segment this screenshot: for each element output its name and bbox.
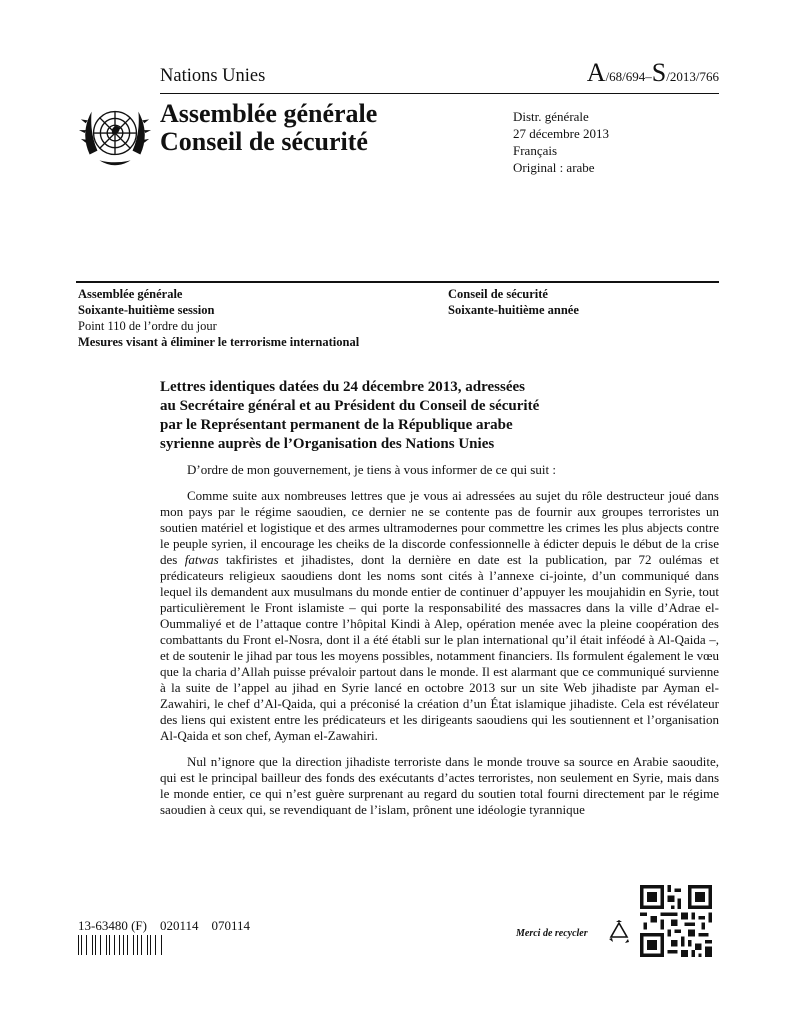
title-line-3: par le Représentant permanent de la République arabe — [160, 417, 513, 433]
organ-general-assembly: Assemblée générale — [160, 99, 378, 128]
agenda-sc-year: Soixante-huitième année — [448, 303, 579, 317]
paragraph-1: D’ordre de mon gouvernement, je tiens à vous informer de ce qui suit : — [187, 462, 556, 477]
org-name: Nations Unies — [160, 66, 266, 86]
document-symbol — [587, 58, 719, 88]
distr-language: Français — [513, 143, 558, 158]
paragraph-2-part-a: Comme suite aux nombreuses lettres que je vous ai adressées au sujet du rôle destructeur joué dans mon pays par le régime saoudien, ce dernier ne se contente pas de fournir aux groupes terroristes un soutien matériel et logistique et des armes ultramodernes pour commettre les crimes les plus abjects contre le peuple syrien, il encourage les cheiks de la discorde confessionnelle à édicter depuis le début de la crise des — [160, 488, 719, 567]
document-body — [160, 462, 719, 828]
organ-names — [160, 100, 377, 156]
agenda-general-assembly — [78, 286, 359, 350]
document-title — [160, 378, 600, 454]
recycle-icon — [606, 920, 632, 944]
agenda-rule — [76, 281, 719, 283]
paragraph-2-part-b: takfiristes et jihadistes, dont la dernière en date est la publication, par 72 oulémas et prédicateurs religieux saoudiens dont les noms sont cités à l’annexe ci-jointe, d’un communiqué dans lequel ils demandent aux musulmans du monde entier de continuer d’appuyer les moujahidin en Syrie, tout particulièrement le Front islamiste – qui porte la responsabilité des massacres dans la ville d’Adrae el-Oummaliyé et de l’attaque contre l’hôpital Kindi à Alep, opération menée avec la pleine coopération des combattants du Front el-Nosra, dont il a été établi sur le plan international qu’il était inféodé à Al-Qaida –, et de soutenir le jihad par tous les moyens possibles, notamment financiers. Ils formulent également le vœu que la charia d’Allah puisse prévaloir partout dans le monde. Il est alarmant que ce communiqué survienne à la suite de l’appel au jihad en Syrie lancé en octobre 2013 sur un site Web jihadiste par Ayman el-Zawahiri, le chef d’Al-Qaida, qui a préconisé la création d’un État islamique jihadiste. Cela est révélateur des liens qui existent entre les prédicateurs et les dirigeants saoudiens qui les soutiennent et l’organisation Al-Qaida et son chef, Ayman el-Zawahiri. — [160, 552, 719, 743]
agenda-security-council — [448, 286, 579, 318]
symbol-a-number: /68/694– — [605, 69, 652, 84]
agenda-sc-title: Conseil de sécurité — [448, 287, 548, 301]
organ-security-council: Conseil de sécurité — [160, 127, 368, 156]
recycle-text: Merci de recycler — [516, 928, 588, 939]
title-line-1: Lettres identiques datées du 24 décembre 2013, adressées — [160, 379, 525, 395]
agenda-ga-topic: Mesures visant à éliminer le terrorisme international — [78, 335, 360, 349]
title-line-2: au Secrétaire général et au Président du Conseil de sécurité — [160, 398, 540, 414]
paragraph-3: Nul n’ignore que la direction jihadiste terroriste dans le monde trouve sa source en Arabie saoudite, qui est le principal bailleur des fonds des exécutants d’actes terroristes, non seulement en Syrie, mais dans le monde entier, ce qui n’est guère surprenant au regard du soutien total fourni directement par le régime saoudien à ceux qui, se revendiquant de l’islam, prônent une idéologie tyrannique — [160, 754, 719, 817]
title-line-4: syrienne auprès de l’Organisation des Nations Unies — [160, 436, 495, 452]
symbol-s: S — [651, 58, 667, 87]
document-code: 13-63480 (F) 020114 070114 — [78, 918, 251, 933]
distr-date: 27 décembre 2013 — [513, 126, 610, 141]
paragraph-2-emphasis: fatwas — [184, 552, 219, 567]
distribution-block — [513, 108, 609, 176]
symbol-a: A — [586, 58, 606, 87]
agenda-ga-session: Soixante-huitième session — [78, 303, 215, 317]
distr-type: Distr. générale — [513, 109, 589, 124]
header-rule — [160, 93, 719, 94]
distr-original: Original : arabe — [513, 160, 595, 175]
agenda-ga-title: Assemblée générale — [78, 287, 183, 301]
paragraph-2 — [160, 488, 719, 744]
un-emblem-icon — [76, 96, 154, 174]
symbol-s-number: /2013/766 — [666, 69, 719, 84]
barcode-icon — [78, 935, 164, 955]
agenda-ga-item: Point 110 de l’ordre du jour — [78, 319, 217, 333]
qr-code-icon — [640, 885, 712, 957]
